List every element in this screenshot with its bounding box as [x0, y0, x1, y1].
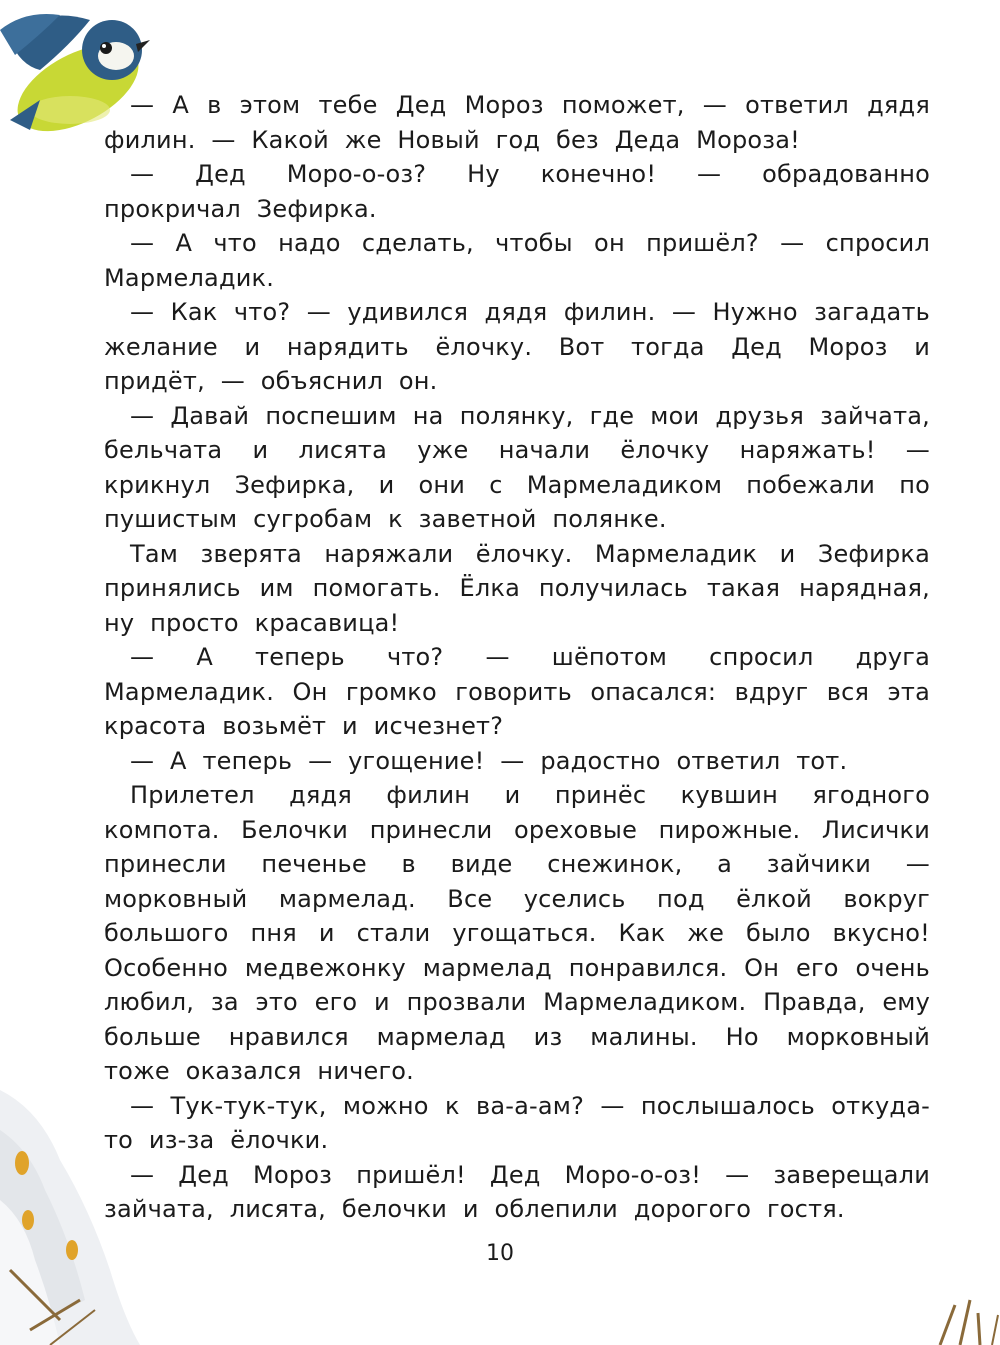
- paragraph: — А что надо сделать, чтобы он пришёл? — спросил Мармеладик.: [104, 229, 930, 292]
- paragraph: — Тук-тук-тук, можно к ва-а-ам? — послышалось откуда-то из-за ёлочки.: [104, 1091, 930, 1154]
- paragraph: — Давай поспешим на полянку, где мои друзья зайчата, бельчата и лисята уже начали ёлочку наряжать! — крикнул Зефирка, и они с Мармеладиком побежали по пушистым сугробам к заветной полянке.: [104, 401, 930, 533]
- paragraph: — А в этом тебе Дед Мороз поможет, — ответил дядя филин. — Какой же Новый год без Деда Мороза!: [104, 91, 930, 154]
- snowy-branch-icon: [0, 1070, 160, 1345]
- paragraph: Прилетел дядя филин и принёс кувшин ягодного компота. Белочки принесли ореховые пирожные. Лисички принесли печенье в виде снежинок, а зайчики — морковный мармелад. Все уселись под ёлкой вокруг большого пня и стали угощаться. Как же было вкусно! Особенно медвежонку мармелад понравился. Он его очень любил, за это его и прозвали Мармеладиком. Правда, ему больше нравился мармелад из малины. Но морковный тоже оказался ничего.: [104, 781, 930, 1085]
- paragraph: — Дед Мороз пришёл! Дед Моро-о-оз! — заверещали зайчата, лисята, белочки и облепили дорогого гостя.: [104, 1160, 930, 1223]
- page-number: 10: [486, 1241, 514, 1266]
- paragraph: — Как что? — удивился дядя филин. — Нужно загадать желание и нарядить ёлочку. Вот тогда Дед Мороз и придёт, — объяснил он.: [104, 298, 930, 395]
- paragraph: Там зверята наряжали ёлочку. Мармеладик и Зефирка принялись им помогать. Ёлка получилась такая нарядная, ну просто красавица!: [104, 539, 930, 637]
- paragraph: — Дед Моро-о-оз? Ну конечно! — обрадованно прокричал Зефирка.: [104, 160, 930, 223]
- paragraph: — А теперь что? — шёпотом спросил друга Мармеладик. Он громко говорить опасался: вдруг вся эта красота возьмёт и исчезнет?: [104, 643, 930, 740]
- twig-icon: [920, 1285, 1000, 1345]
- page-text: [104, 88, 930, 1227]
- paragraph: — А теперь — угощение! — радостно ответил тот.: [130, 746, 848, 775]
